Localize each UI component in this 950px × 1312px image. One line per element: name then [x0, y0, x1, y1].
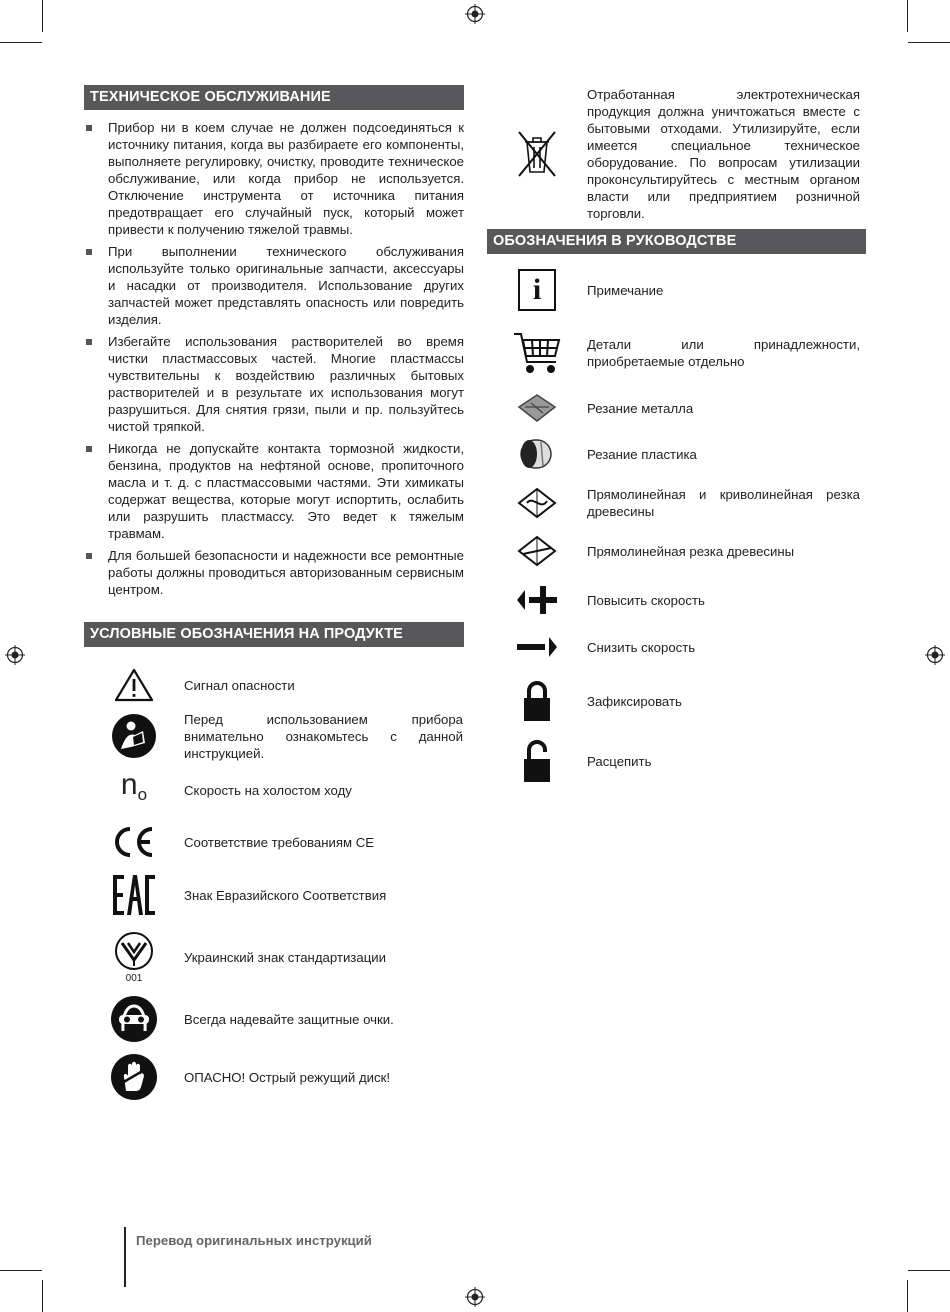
manual-symbols-heading: ОБОЗНАЧЕНИЯ В РУКОВОДСТВЕ	[487, 229, 866, 254]
symbol-text: Зафиксировать	[587, 693, 682, 709]
crop-mark	[907, 0, 908, 32]
symbol-row	[84, 1052, 463, 1102]
read-manual-icon	[84, 713, 184, 759]
symbol-text: Резание металла	[587, 400, 694, 416]
symbol-row	[487, 531, 860, 571]
sharp-blade-hand-icon	[84, 1053, 184, 1101]
symbol-row	[487, 388, 860, 428]
symbol-row	[487, 629, 860, 665]
symbol-row	[487, 738, 860, 784]
speed-subscript: o	[137, 785, 148, 804]
page-footer	[124, 1227, 372, 1287]
symbol-text: Расцепить	[587, 753, 652, 769]
disposal-row	[487, 86, 860, 221]
safety-goggles-icon	[84, 995, 184, 1043]
unlock-icon	[487, 739, 587, 783]
info-glyph: i	[518, 269, 556, 311]
symbol-row	[487, 678, 860, 724]
symbol-row	[487, 434, 860, 474]
product-symbols-section	[84, 622, 464, 1122]
symbol-row	[84, 710, 463, 762]
list-item: При выполнении технического обслуживания используйте только оригинальные запчасти, аксессуары и насадки от производителя. Использование других запчастей может представлять опасность или повредить изделия.	[84, 243, 464, 328]
registration-mark-icon	[925, 645, 945, 665]
symbol-row	[487, 266, 860, 314]
maintenance-list	[84, 119, 464, 598]
registration-mark-icon	[5, 645, 25, 665]
symbol-row	[487, 582, 860, 618]
no-load-speed-icon	[84, 770, 184, 810]
shopping-cart-icon	[487, 330, 587, 376]
wood-straight-cutting-icon	[487, 533, 587, 569]
crop-mark	[42, 1280, 43, 1312]
symbol-text: Сигнал опасности	[184, 677, 295, 693]
crop-mark	[0, 42, 42, 43]
symbol-text: Знак Евразийского Соответствия	[184, 887, 387, 903]
symbol-text: Снизить скорость	[587, 639, 696, 655]
symbol-text: ОПАСНО! Острый режущий диск!	[184, 1069, 391, 1085]
list-item: Никогда не допускайте контакта тормозной жидкости, бензина, продуктов на нефтяной основе, пропиточного масла и т. д. с пластмассовыми частями. Эти химикаты содержат вещества, которые могут испортить, ослабить или разрушить пластмассу. Это ведет к тяжелым травмам.	[84, 440, 464, 542]
symbol-text: Резание пластика	[587, 446, 697, 462]
lock-icon	[487, 680, 587, 722]
symbol-row	[84, 665, 463, 705]
plastic-cutting-icon	[487, 434, 587, 474]
registration-mark-icon	[465, 4, 485, 24]
ukraine-standard-icon	[84, 930, 184, 984]
crop-mark	[907, 1280, 908, 1312]
crop-mark	[908, 1270, 950, 1271]
speed-up-icon	[487, 586, 587, 614]
symbol-row	[84, 822, 463, 862]
crossed-bin-icon	[487, 128, 587, 180]
left-column	[84, 85, 464, 603]
metal-cutting-icon	[487, 391, 587, 425]
info-icon	[487, 269, 587, 311]
disposal-text: Отработанная электротехническая продукция должна уничтожаться вместе с бытовыми отходами. Утилизируйте, если имеется специальное техническое оборудование. По вопросам утилизации проконсультируйтесь с местным органом власти или предприятием розничной торговли.	[587, 86, 860, 221]
symbol-row	[487, 326, 860, 380]
symbol-text: Примечание	[587, 282, 664, 298]
right-column	[487, 86, 866, 806]
symbol-text: Украинский знак стандартизации	[184, 949, 386, 965]
symbol-text: Детали или принадлежности, приобретаемые отдельно	[587, 337, 860, 369]
list-item: Избегайте использования растворителей во время чистки пластмассовых частей. Многие пластмассы чувствительны к воздействию различных бытовых растворителей и в результате их использования могут разрушиться. Для снятия грязи, пыли и пр. пользуйтесь чистой тряпкой.	[84, 333, 464, 435]
speed-down-icon	[487, 633, 587, 661]
symbol-text: Соответствие требованиям CE	[184, 834, 375, 850]
symbol-row	[84, 927, 463, 987]
symbol-row	[84, 770, 463, 810]
symbol-row	[487, 481, 860, 525]
eac-mark-icon	[84, 873, 184, 917]
registration-mark-icon	[465, 1287, 485, 1307]
list-item: Прибор ни в коем случае не должен подсоединяться к источнику питания, когда вы разбираете его компоненты, выполняете регулировку, очистку, проводите техническое обслуживание, или когда прибор не используется. Отключение инструмента от источника питания предотвращает его случайный пуск, который может привести к получению тяжелой травмы.	[84, 119, 464, 238]
crop-mark	[42, 0, 43, 32]
symbol-text: Перед использованием прибора внимательно ознакомьтесь с данной инструкцией.	[184, 711, 463, 761]
symbol-row	[84, 994, 394, 1044]
symbol-text: Прямолинейная резка древесины	[587, 543, 795, 559]
symbol-row	[84, 870, 463, 920]
symbol-text: Прямолинейная и криволинейная резка древесины	[587, 487, 860, 519]
product-symbols-heading: УСЛОВНЫЕ ОБОЗНАЧЕНИЯ НА ПРОДУКТЕ	[84, 622, 464, 647]
maintenance-heading: ТЕХНИЧЕСКОЕ ОБСЛУЖИВАНИЕ	[84, 85, 464, 110]
symbol-text: Повысить скорость	[587, 592, 705, 608]
symbol-text: Скорость на холостом ходу	[184, 782, 352, 798]
crop-mark	[908, 42, 950, 43]
ukraine-standard-code: 001	[125, 973, 143, 984]
wood-curve-cutting-icon	[487, 485, 587, 521]
speed-glyph: n	[120, 768, 138, 801]
footer-text: Перевод оригинальных инструкций	[136, 1233, 372, 1248]
crop-mark	[0, 1270, 42, 1271]
symbol-text: Всегда надевайте защитные очки.	[184, 1011, 394, 1027]
warning-triangle-icon	[84, 667, 184, 703]
list-item: Для большей безопасности и надежности все ремонтные работы должны проводиться авторизованным сервисным центром.	[84, 547, 464, 598]
ce-mark-icon	[84, 826, 184, 858]
